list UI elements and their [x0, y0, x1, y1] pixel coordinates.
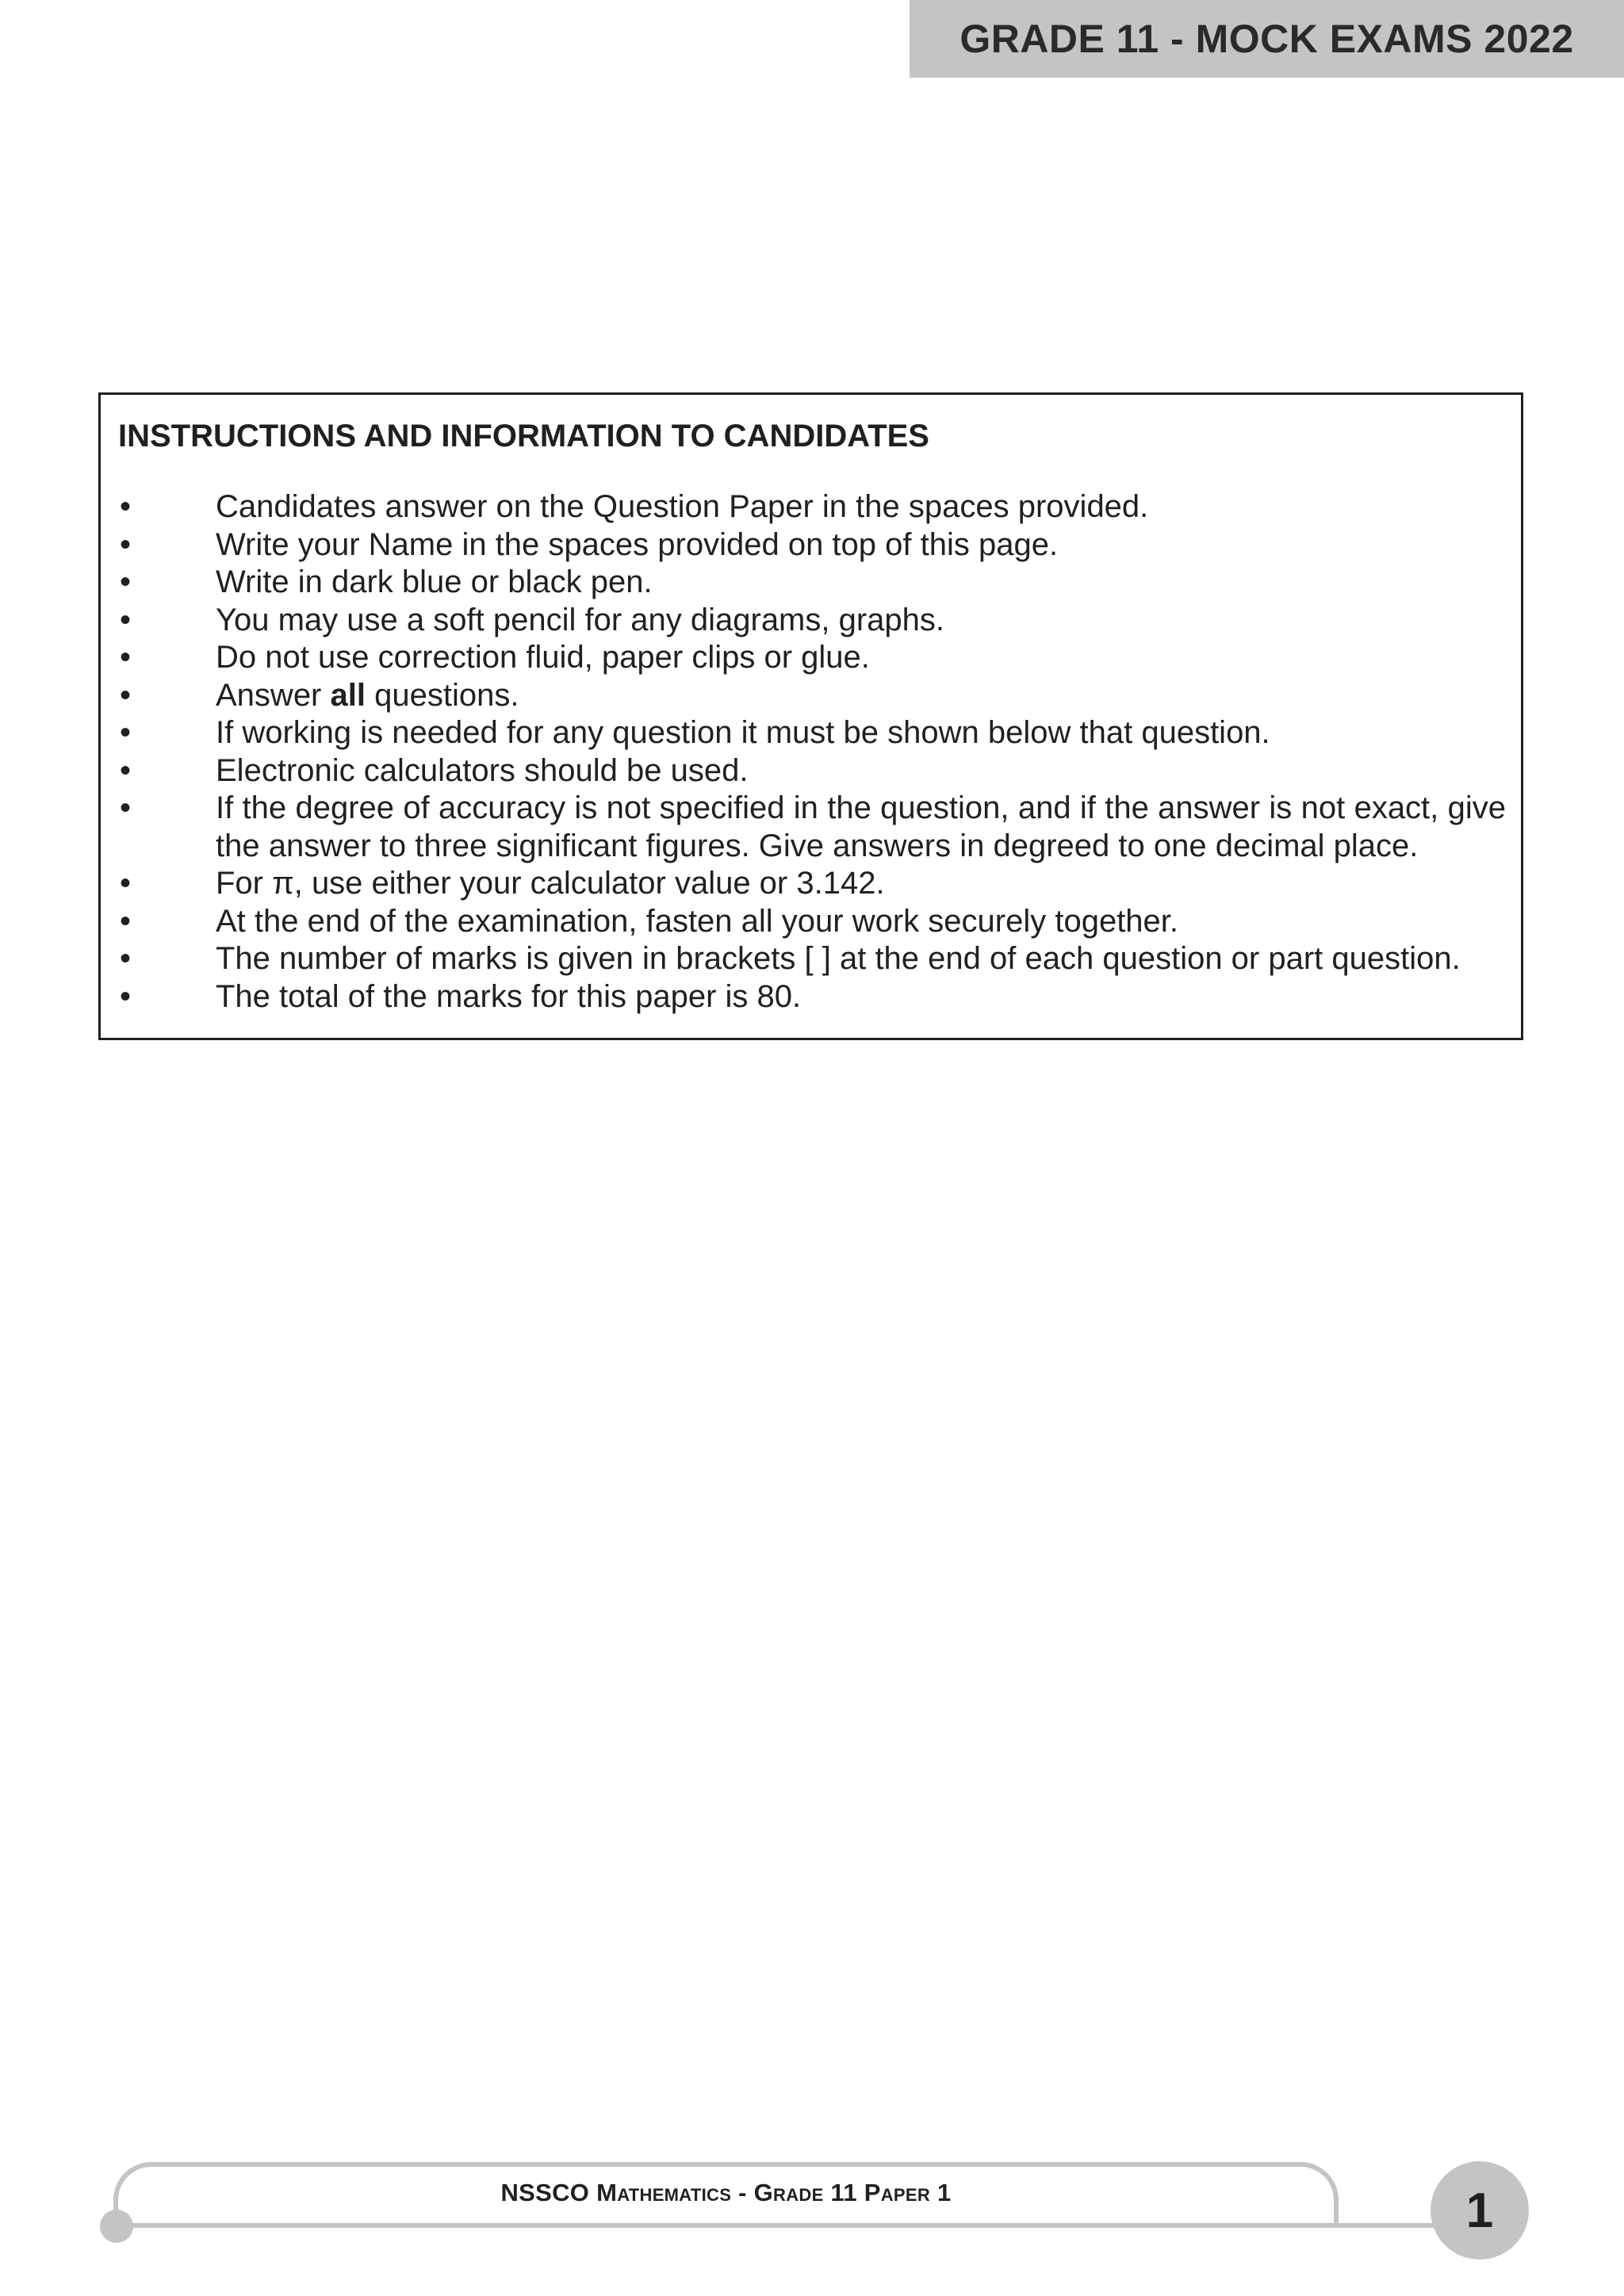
exam-title: GRADE 11 - MOCK EXAMS 2022: [959, 17, 1574, 61]
bullet-point: •: [120, 752, 132, 788]
instruction-item: [118, 940, 1506, 978]
instruction-text: Electronic calculators should be used.: [216, 752, 749, 788]
bullet-point: •: [120, 489, 132, 524]
instruction-text: The number of marks is given in brackets [ ] at the end of each question or part question.: [216, 941, 1461, 976]
page-number: 1: [1431, 2161, 1529, 2260]
bullet-point: •: [120, 677, 132, 713]
instruction-text: Candidates answer on the Question Paper in the spaces provided.: [216, 489, 1149, 524]
instruction-item: [118, 639, 1506, 677]
instruction-text: Write your Name in the spaces provided on top of this page.: [216, 526, 1059, 562]
header-title-tab: [910, 0, 1624, 78]
instruction-text: If the degree of accuracy is not specified in the question, and if the answer is not exact, give the answer to three significant figures. Give answers in degreed to one decimal place.: [216, 790, 1506, 863]
bullet-point: •: [120, 715, 132, 750]
instruction-item: [118, 526, 1506, 564]
instruction-text-part: Answer: [216, 677, 331, 713]
bullet-point: •: [120, 941, 132, 976]
footer-title: NSSCO Mathematics - Grade 11 Paper 1: [500, 2179, 952, 2206]
instruction-text: [216, 677, 1506, 715]
instruction-text: Write in dark blue or black pen.: [216, 564, 653, 599]
instruction-emphasis: all: [330, 677, 366, 713]
bullet-point: •: [120, 526, 132, 562]
instruction-item: [118, 865, 1506, 903]
instruction-item: [118, 564, 1506, 602]
footer-dot: [100, 2210, 133, 2243]
instruction-text: You may use a soft pencil for any diagrams, graphs.: [216, 602, 945, 637]
instruction-text: If working is needed for any question it must be shown below that question.: [216, 715, 1270, 750]
instruction-text: For π, use either your calculator value or 3.142.: [216, 866, 885, 901]
instruction-text: The total of the marks for this paper is 80.: [216, 978, 802, 1014]
instruction-item: [118, 602, 1506, 640]
instruction-text-part: questions.: [365, 677, 519, 713]
instruction-item: [118, 790, 1506, 865]
bullet-point: •: [120, 866, 132, 901]
bullet-point: •: [120, 640, 132, 675]
instruction-text: Do not use correction fluid, paper clips or glue.: [216, 640, 870, 675]
footer-divider: [113, 2223, 1509, 2228]
bullet-point: •: [120, 903, 132, 939]
instruction-item: [118, 488, 1506, 526]
instructions-heading: INSTRUCTIONS AND INFORMATION TO CANDIDATES: [118, 419, 929, 453]
bullet-point: •: [120, 564, 132, 599]
instruction-item: [118, 677, 1506, 715]
instructions-box: [98, 392, 1523, 1040]
bullet-point: •: [120, 978, 132, 1014]
instruction-text: At the end of the examination, fasten all your work securely together.: [216, 903, 1179, 939]
instructions-list: [118, 488, 1506, 1016]
bullet-point: •: [120, 790, 132, 825]
instruction-item: [118, 752, 1506, 790]
instruction-item: [118, 714, 1506, 752]
instruction-item: [118, 903, 1506, 941]
bullet-point: •: [120, 602, 132, 637]
instruction-item: [118, 978, 1506, 1016]
